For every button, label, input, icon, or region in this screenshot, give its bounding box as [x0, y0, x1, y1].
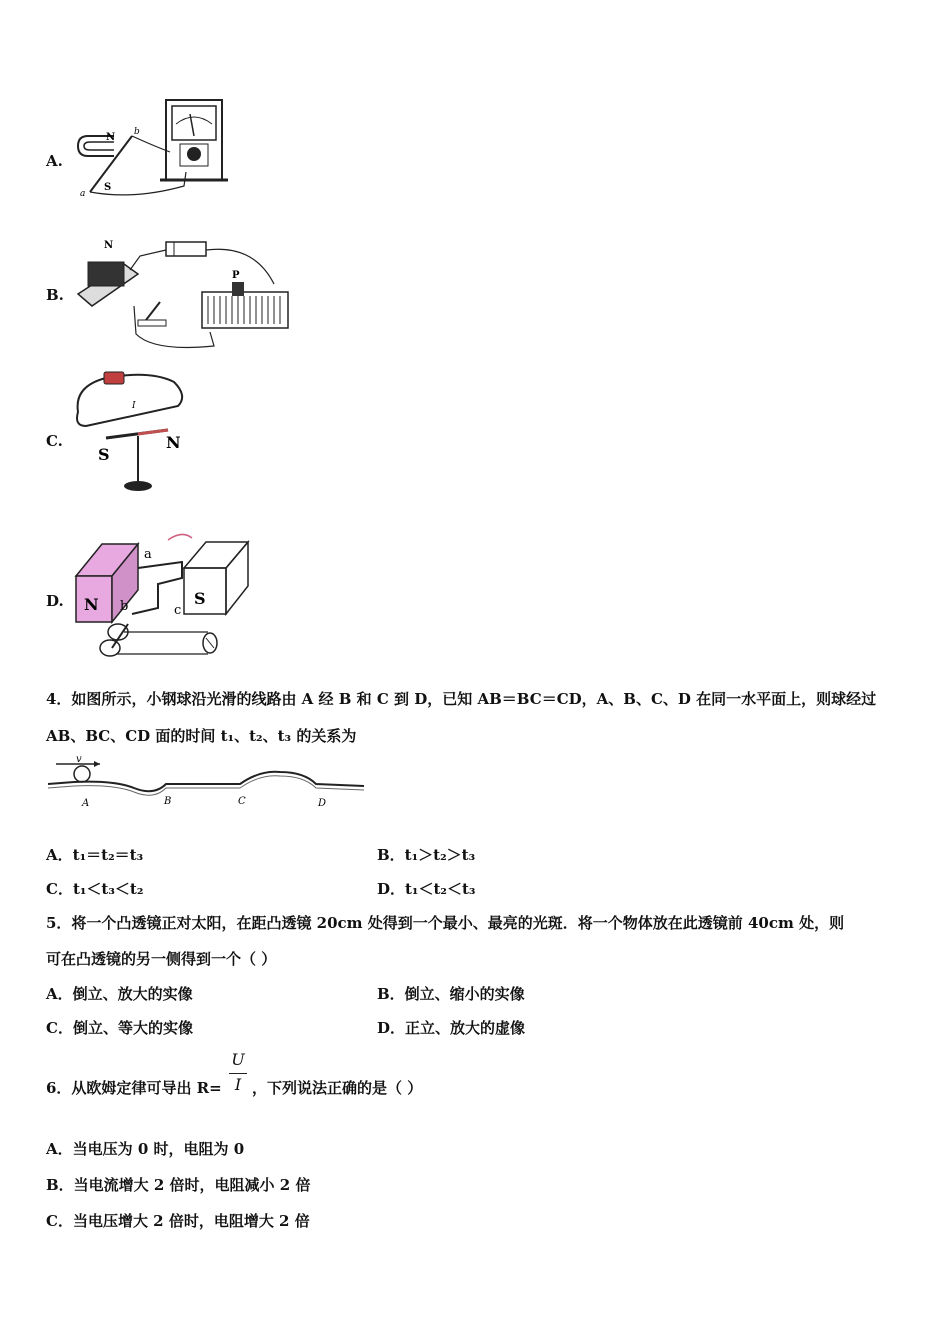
figure-b-p-label: P: [232, 270, 240, 281]
q4-track-c-label: C: [238, 796, 246, 807]
q4-track-v-label: v: [76, 756, 82, 765]
figure-d-generator: [72, 528, 254, 662]
figure-d-a-label: a: [144, 547, 152, 562]
figure-d-b-label: b: [120, 599, 129, 614]
option-b-label: B.: [46, 286, 64, 304]
figure-a-b-label: b: [134, 127, 140, 137]
figure-c-i-label: I: [132, 401, 136, 411]
option-c-label: C.: [46, 432, 63, 450]
q6-option-a: A．当电压为 0 时，电阻为 0: [46, 1140, 245, 1158]
figure-b-n-label: N: [104, 240, 114, 251]
q4-line1: 4．如图所示，小钢球沿光滑的线路由 A 经 B 和 C 到 D，已知 AB＝BC＝CD，A、B、C、D 在同一水平面上，则球经过: [46, 690, 877, 708]
q4-track-a-label: A: [82, 798, 90, 809]
q4-option-d: D．t₁＜t₂＜t₃: [377, 880, 476, 898]
q4-option-b: B．t₁＞t₂＞t₃: [377, 846, 476, 864]
q5-option-d: D．正立、放大的虚像: [377, 1019, 526, 1037]
q5-option-c: C．倒立、等大的实像: [46, 1019, 193, 1037]
q5-line2: 可在凸透镜的另一侧得到一个（ ）: [46, 950, 277, 968]
q6-option-b: B．当电流增大 2 倍时，电阻减小 2 倍: [46, 1176, 311, 1194]
figure-d-n-label: N: [84, 595, 99, 614]
q4-track-b-label: B: [164, 796, 172, 807]
q6-fraction-numerator: U: [231, 1050, 245, 1069]
q4-option-a: A．t₁＝t₂＝t₃: [46, 846, 144, 864]
figure-c-n-label: N: [166, 433, 181, 452]
q5-option-b: B．倒立、缩小的实像: [377, 985, 525, 1003]
q5-option-a: A．倒立、放大的实像: [46, 985, 193, 1003]
figure-a-n-label: N: [106, 132, 116, 143]
figure-b-circuit: [74, 234, 294, 352]
q6-fraction-bar: [229, 1073, 247, 1074]
figure-d-s-label: S: [194, 589, 206, 608]
figure-a-galvanometer: [74, 96, 234, 204]
q6-fraction-denominator: I: [234, 1075, 242, 1094]
q6-stem-prefix: 6．从欧姆定律可导出 R=: [46, 1079, 222, 1097]
figure-c-s-label: S: [98, 445, 110, 464]
figure-a-a-label: a: [80, 189, 86, 199]
q5-line1: 5．将一个凸透镜正对太阳，在距凸透镜 20cm 处得到一个最小、最亮的光斑．将一个物体放在此透镜前 40cm 处，则: [46, 914, 845, 932]
q4-option-c: C．t₁＜t₃＜t₂: [46, 880, 144, 898]
figure-a-s-label: S: [104, 182, 112, 193]
option-d-label: D.: [46, 592, 64, 610]
q6-option-c: C．当电压增大 2 倍时，电阻增大 2 倍: [46, 1212, 310, 1230]
q4-track-figure: [44, 756, 368, 812]
q4-line2: AB、BC、CD 面的时间 t₁、t₂、t₃ 的关系为: [46, 727, 357, 745]
q4-track-d-label: D: [318, 798, 327, 809]
option-a-label: A.: [46, 152, 63, 170]
figure-c-compass-wire: [70, 368, 200, 496]
figure-d-c-label: c: [174, 603, 182, 618]
q6-stem-suffix: ，下列说法正确的是（ ）: [252, 1079, 423, 1097]
